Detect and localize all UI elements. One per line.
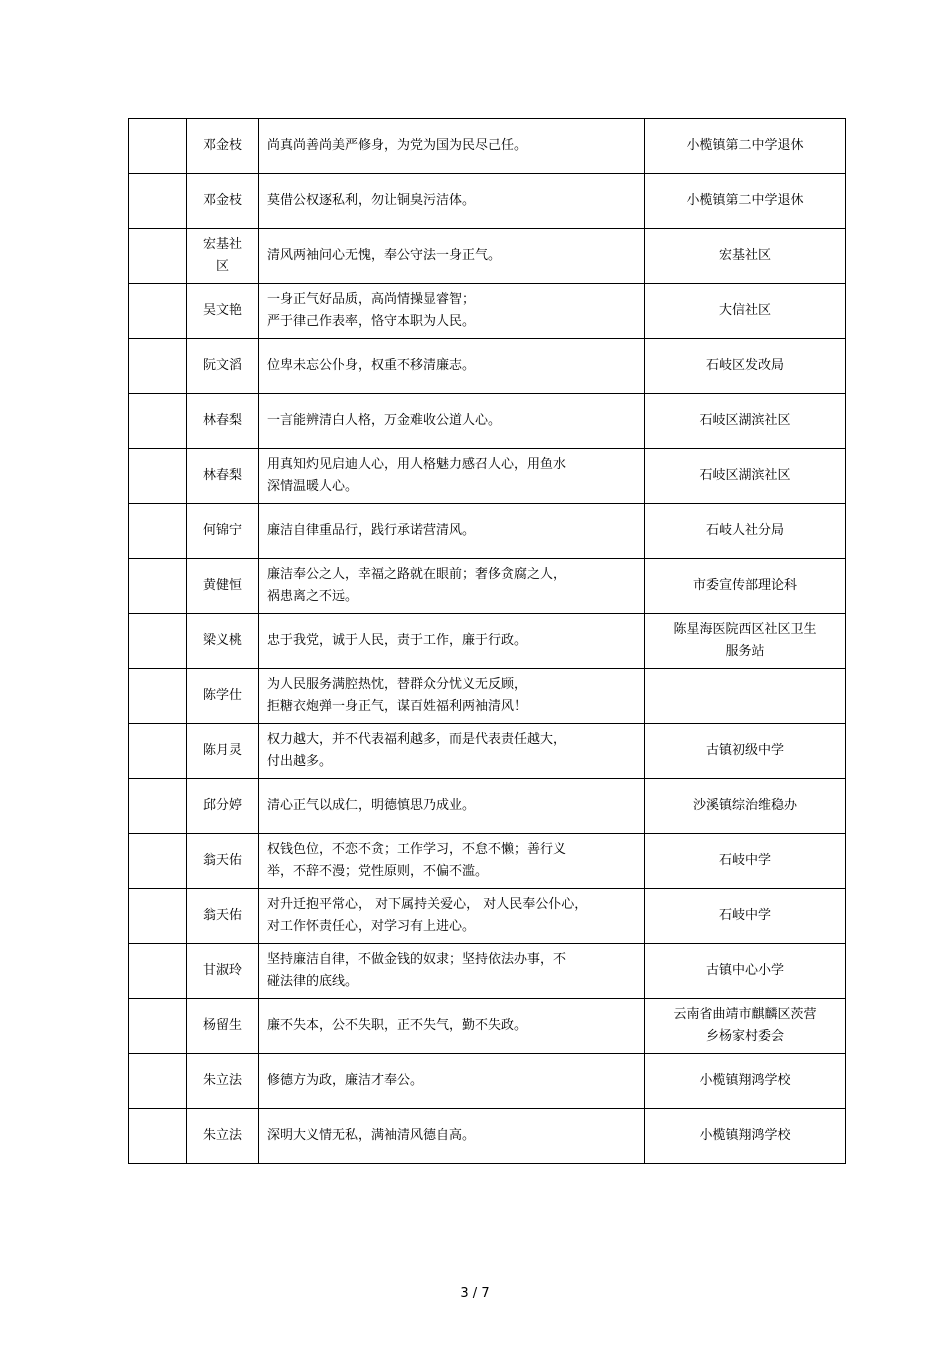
name-cell — [187, 724, 259, 779]
organization-line: 石岐中学 — [718, 853, 771, 868]
name-cell — [187, 119, 259, 174]
slogan-line: 忠于我党，诚于人民，责于工作，廉于行政。 — [267, 633, 528, 648]
organization-cell — [645, 614, 846, 669]
table-row — [129, 779, 846, 834]
number-cell — [129, 614, 187, 669]
name-cell — [187, 614, 259, 669]
organization-cell — [645, 999, 846, 1054]
slogan-line: 对升迁抱平常心， 对下属持关爱心， 对人民奉公仆心， — [267, 897, 588, 912]
organization-line: 宏基社区 — [718, 248, 771, 263]
name-line: 宏基社 — [202, 237, 242, 252]
name-cell — [187, 394, 259, 449]
table-row — [129, 339, 846, 394]
number-cell — [129, 449, 187, 504]
organization-cell — [645, 449, 846, 504]
number-cell — [129, 1109, 187, 1164]
slogan-line: 清心正气以成仁，明德慎思乃成业。 — [267, 798, 476, 813]
slogan-cell — [259, 724, 645, 779]
name-cell — [187, 559, 259, 614]
name-line: 甘淑玲 — [202, 963, 242, 978]
name-line: 何锦宁 — [202, 523, 242, 538]
table-row — [129, 449, 846, 504]
name-cell — [187, 834, 259, 889]
table-row — [129, 504, 846, 559]
name-cell — [187, 449, 259, 504]
number-cell — [129, 944, 187, 999]
slogan-line: 廉不失本，公不失职，正不失气，勤不失政。 — [267, 1018, 528, 1033]
organization-cell — [645, 559, 846, 614]
page-number: 3 / 7 — [460, 1286, 490, 1301]
name-line: 朱立法 — [202, 1128, 242, 1143]
slogan-cell — [259, 614, 645, 669]
slogan-line: 用真知灼见启迪人心，用人格魅力感召人心，用鱼水 — [267, 457, 567, 472]
slogan-cell — [259, 504, 645, 559]
organization-cell — [645, 339, 846, 394]
organization-line: 石岐区湖滨社区 — [699, 413, 791, 428]
organization-line: 小榄镇翔鸿学校 — [699, 1073, 791, 1088]
slogan-line: 深明大义情无私，满袖清风德自高。 — [267, 1128, 476, 1143]
name-cell — [187, 504, 259, 559]
slogan-cell — [259, 1054, 645, 1109]
slogan-line: 修德方为政，廉洁才奉公。 — [267, 1073, 424, 1088]
table-row — [129, 119, 846, 174]
table-row — [129, 999, 846, 1054]
slogan-line: 莫借公权逐私利，勿让铜臭污洁体。 — [267, 193, 476, 208]
organization-line: 石岐区湖滨社区 — [699, 468, 791, 483]
slogan-cell — [259, 1109, 645, 1164]
organization-cell — [645, 1054, 846, 1109]
number-cell — [129, 504, 187, 559]
table-row — [129, 394, 846, 449]
number-cell — [129, 174, 187, 229]
slogan-line: 严于律己作表率，恪守本职为人民。 — [267, 314, 476, 329]
name-line: 林春梨 — [202, 413, 242, 428]
organization-line: 云南省曲靖市麒麟区茨营 — [673, 1007, 817, 1022]
slogan-line: 为人民服务满腔热忱，替群众分忧义无反顾， — [267, 677, 528, 692]
slogan-cell — [259, 119, 645, 174]
slogan-table — [128, 118, 846, 1164]
name-cell — [187, 174, 259, 229]
table-row — [129, 284, 846, 339]
name-cell — [187, 284, 259, 339]
name-line: 梁义桃 — [202, 633, 242, 648]
slogan-line: 付出越多。 — [267, 754, 333, 769]
organization-line: 石岐人社分局 — [705, 523, 784, 538]
name-cell — [187, 889, 259, 944]
organization-cell — [645, 834, 846, 889]
organization-cell — [645, 119, 846, 174]
organization-line: 石岐区发改局 — [705, 358, 784, 373]
slogan-cell — [259, 999, 645, 1054]
slogan-line: 一身正气好品质，高尚情操显睿智； — [267, 292, 476, 307]
table-row — [129, 229, 846, 284]
organization-line: 小榄镇第二中学退休 — [686, 193, 804, 208]
slogan-cell — [259, 394, 645, 449]
number-cell — [129, 339, 187, 394]
name-line: 陈学仕 — [202, 688, 242, 703]
organization-cell — [645, 889, 846, 944]
organization-line: 石岐中学 — [718, 908, 771, 923]
name-cell — [187, 669, 259, 724]
number-cell — [129, 724, 187, 779]
organization-line: 小榄镇第二中学退休 — [686, 138, 804, 153]
organization-line: 小榄镇翔鸿学校 — [699, 1128, 791, 1143]
name-line: 邓金枝 — [202, 193, 242, 208]
organization-cell — [645, 724, 846, 779]
name-line: 翁天佑 — [202, 908, 242, 923]
slogan-line: 位卑未忘公仆身，权重不移清廉志。 — [267, 358, 476, 373]
number-cell — [129, 119, 187, 174]
slogan-cell — [259, 944, 645, 999]
slogan-line: 祸患离之不远。 — [267, 589, 359, 604]
name-line: 吴文艳 — [202, 303, 242, 318]
slogan-table-body — [129, 119, 846, 1164]
table-row — [129, 174, 846, 229]
number-cell — [129, 284, 187, 339]
number-cell — [129, 1054, 187, 1109]
slogan-cell — [259, 284, 645, 339]
name-cell — [187, 999, 259, 1054]
slogan-cell — [259, 449, 645, 504]
number-cell — [129, 999, 187, 1054]
organization-line: 服务站 — [725, 644, 765, 659]
name-line: 邱分婷 — [202, 798, 242, 813]
name-line: 翁天佑 — [202, 853, 242, 868]
organization-cell — [645, 284, 846, 339]
table-row — [129, 669, 846, 724]
name-line: 朱立法 — [202, 1073, 242, 1088]
slogan-cell — [259, 229, 645, 284]
slogan-line: 坚持廉洁自律，不做金钱的奴隶；坚持依法办事，不 — [267, 952, 567, 967]
name-line: 区 — [215, 259, 229, 274]
slogan-line: 权力越大，并不代表福利越多，而是代表责任越大， — [267, 732, 567, 747]
organization-line: 乡杨家村委会 — [705, 1029, 784, 1044]
slogan-cell — [259, 339, 645, 394]
table-row — [129, 834, 846, 889]
slogan-line: 深情温暖人心。 — [267, 479, 359, 494]
number-cell — [129, 779, 187, 834]
table-row — [129, 724, 846, 779]
slogan-line: 权钱色位，不恋不贪；工作学习，不怠不懒；善行义 — [267, 842, 567, 857]
name-cell — [187, 229, 259, 284]
table-row — [129, 944, 846, 999]
name-cell — [187, 779, 259, 834]
organization-line: 大信社区 — [718, 303, 771, 318]
slogan-line: 清风两袖问心无愧，奉公守法一身正气。 — [267, 248, 502, 263]
slogan-line: 举，不辞不漫；党性原则，不偏不滥。 — [267, 864, 489, 879]
name-cell — [187, 1109, 259, 1164]
organization-cell — [645, 504, 846, 559]
slogan-line: 一言能辨清白人格，万金难收公道人心。 — [267, 413, 502, 428]
name-line: 杨留生 — [202, 1018, 242, 1033]
slogan-line: 拒糖衣炮弹一身正气，谋百姓福利两袖清风！ — [267, 699, 528, 714]
name-line: 阮文滔 — [202, 358, 242, 373]
organization-cell — [645, 944, 846, 999]
number-cell — [129, 889, 187, 944]
name-line: 林春梨 — [202, 468, 242, 483]
organization-line: 市委宣传部理论科 — [692, 578, 797, 593]
name-line: 邓金枝 — [202, 138, 242, 153]
slogan-line: 廉洁自律重品行，践行承诺营清风。 — [267, 523, 476, 538]
organization-line: 古镇初级中学 — [705, 743, 784, 758]
slogan-cell — [259, 669, 645, 724]
name-cell — [187, 339, 259, 394]
name-line: 黄健恒 — [202, 578, 242, 593]
table-row — [129, 1109, 846, 1164]
number-cell — [129, 394, 187, 449]
slogan-cell — [259, 559, 645, 614]
number-cell — [129, 834, 187, 889]
slogan-line: 碰法律的底线。 — [267, 974, 359, 989]
slogan-line: 尚真尚善尚美严修身，为党为国为民尽己任。 — [267, 138, 528, 153]
slogan-cell — [259, 779, 645, 834]
organization-line: 陈星海医院西区社区卫生 — [673, 622, 817, 637]
slogan-cell — [259, 174, 645, 229]
name-cell — [187, 1054, 259, 1109]
organization-cell — [645, 229, 846, 284]
number-cell — [129, 559, 187, 614]
organization-line: 古镇中心小学 — [705, 963, 784, 978]
number-cell — [129, 229, 187, 284]
table-row — [129, 559, 846, 614]
table-row — [129, 1054, 846, 1109]
table-row — [129, 889, 846, 944]
organization-cell — [645, 669, 846, 724]
organization-cell — [645, 779, 846, 834]
slogan-cell — [259, 889, 645, 944]
slogan-line: 廉洁奉公之人，幸福之路就在眼前；奢侈贪腐之人， — [267, 567, 567, 582]
organization-cell — [645, 394, 846, 449]
name-line: 陈月灵 — [202, 743, 242, 758]
organization-cell — [645, 1109, 846, 1164]
organization-cell — [645, 174, 846, 229]
table-row — [129, 614, 846, 669]
slogan-line: 对工作怀责任心，对学习有上进心。 — [267, 919, 476, 934]
name-cell — [187, 944, 259, 999]
number-cell — [129, 669, 187, 724]
slogan-cell — [259, 834, 645, 889]
organization-line: 沙溪镇综治维稳办 — [692, 798, 797, 813]
